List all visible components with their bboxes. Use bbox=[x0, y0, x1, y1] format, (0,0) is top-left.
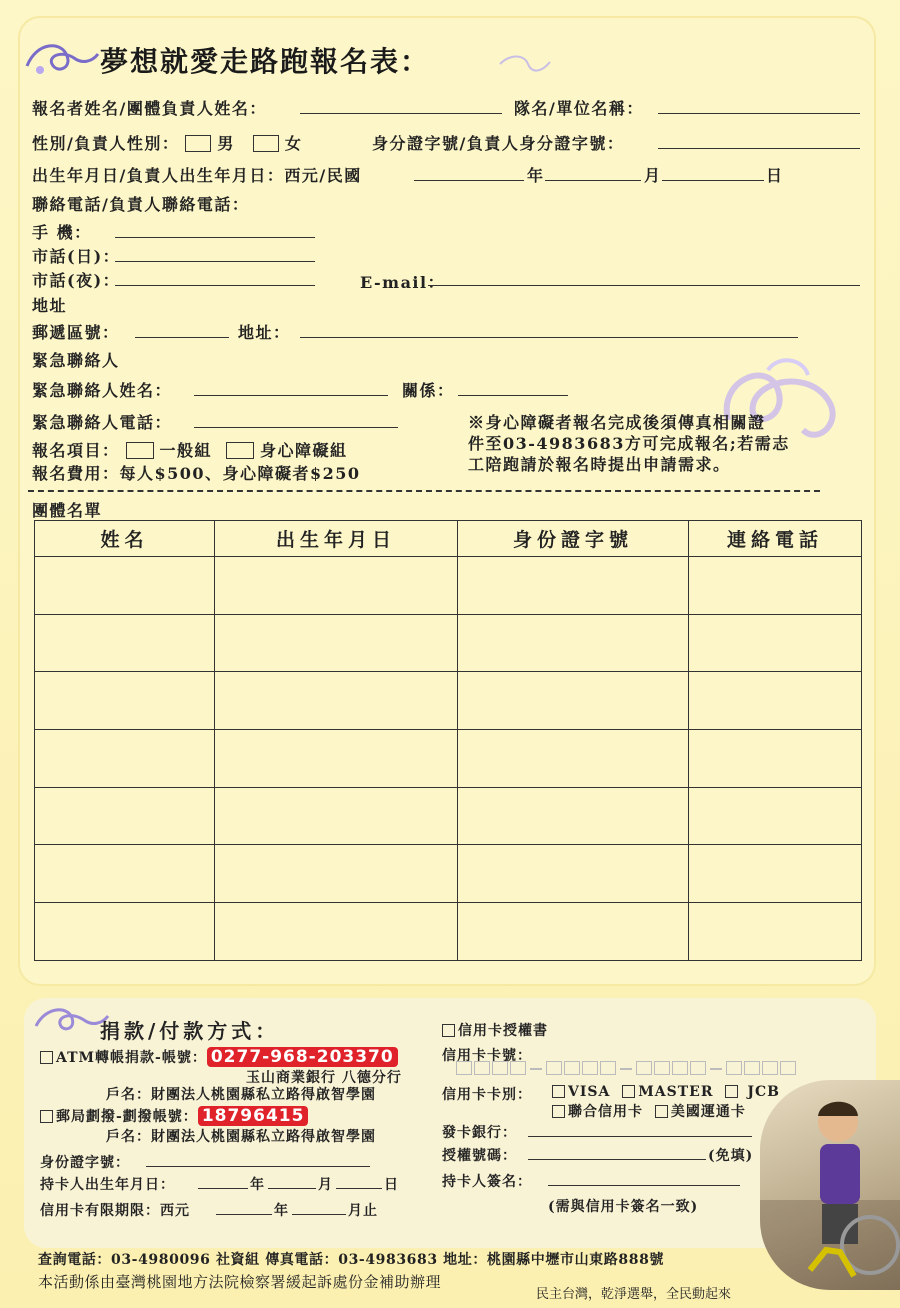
mobile-field[interactable] bbox=[115, 237, 315, 238]
card-digit-box[interactable] bbox=[492, 1061, 508, 1075]
cell-birth[interactable] bbox=[215, 557, 458, 615]
cell-id[interactable] bbox=[458, 730, 689, 788]
card-type-label: 信用卡卡別： bbox=[442, 1087, 532, 1103]
table-row bbox=[35, 730, 862, 788]
emergency-name-label: 緊急聯絡人姓名： bbox=[32, 381, 173, 400]
cell-name[interactable] bbox=[35, 845, 215, 903]
holder-birth-year: 年 bbox=[250, 1177, 265, 1193]
birth-month-field[interactable] bbox=[545, 180, 641, 181]
credit-checkbox[interactable] bbox=[442, 1024, 455, 1037]
union-label: 聯合信用卡 bbox=[568, 1104, 643, 1120]
flourish-icon bbox=[22, 36, 102, 82]
table-row bbox=[35, 557, 862, 615]
col-name: 姓名 bbox=[35, 521, 215, 557]
divider bbox=[28, 490, 820, 492]
col-phone: 連絡電話 bbox=[689, 521, 862, 557]
cell-phone[interactable] bbox=[689, 730, 862, 788]
col-birth: 出生年月日 bbox=[215, 521, 458, 557]
category-label: 報名項目： bbox=[32, 441, 120, 460]
female-checkbox[interactable] bbox=[253, 135, 279, 152]
sign-field[interactable] bbox=[548, 1185, 740, 1186]
emergency-heading: 緊急聯絡人 bbox=[32, 351, 120, 370]
general-checkbox[interactable] bbox=[126, 442, 154, 459]
id-label: 身分證字號/負責人身分證字號： bbox=[372, 134, 625, 153]
card-dash bbox=[710, 1068, 722, 1070]
card-digit-box[interactable] bbox=[654, 1061, 670, 1075]
amex-checkbox[interactable] bbox=[655, 1105, 668, 1118]
card-type-row-1 bbox=[552, 1084, 780, 1100]
birth-label: 出生年月日/負責人出生年月日：西元/民國 bbox=[32, 166, 362, 185]
card-digit-box[interactable] bbox=[582, 1061, 598, 1075]
gender-row bbox=[32, 131, 302, 154]
name-field[interactable] bbox=[300, 113, 502, 114]
flourish-right-icon bbox=[498, 52, 552, 76]
page-title: 夢想就愛走路跑報名表： bbox=[100, 45, 431, 78]
note-line-2: 件至03-4983683方可完成報名;若需志 bbox=[468, 434, 790, 453]
id-field[interactable] bbox=[658, 148, 860, 149]
table-row bbox=[35, 614, 862, 672]
card-digit-box[interactable] bbox=[546, 1061, 562, 1075]
table-row bbox=[35, 903, 862, 961]
holder-birth-month-field[interactable] bbox=[268, 1188, 316, 1189]
category-row bbox=[32, 438, 348, 461]
team-field[interactable] bbox=[658, 113, 860, 114]
card-dash bbox=[530, 1068, 542, 1070]
expiry-year: 年 bbox=[274, 1203, 289, 1219]
master-checkbox[interactable] bbox=[622, 1085, 635, 1098]
post-account: 18796415 bbox=[198, 1106, 309, 1126]
sign-note: (需與信用卡簽名一致) bbox=[548, 1199, 699, 1215]
cell-phone[interactable] bbox=[689, 557, 862, 615]
cell-birth[interactable] bbox=[215, 730, 458, 788]
emergency-phone-field[interactable] bbox=[194, 427, 398, 428]
birth-year-label: 年 bbox=[527, 166, 545, 185]
post-label: 郵局劃撥-劃撥帳號： bbox=[56, 1109, 198, 1125]
payer-id-label: 身份證字號： bbox=[40, 1155, 130, 1171]
cell-name[interactable] bbox=[35, 903, 215, 961]
cell-birth[interactable] bbox=[215, 672, 458, 730]
team-label: 隊名/單位名稱： bbox=[514, 99, 644, 118]
atm-account: 0277-968-203370 bbox=[207, 1047, 398, 1067]
issuer-field[interactable] bbox=[528, 1136, 752, 1137]
card-digit-box[interactable] bbox=[474, 1061, 490, 1075]
fee-text: 報名費用：每人$500、身心障礙者$250 bbox=[32, 464, 361, 483]
cell-id[interactable] bbox=[458, 672, 689, 730]
col-id: 身份證字號 bbox=[458, 521, 689, 557]
card-digit-box[interactable] bbox=[780, 1061, 796, 1075]
phone-heading: 聯絡電話/負責人聯絡電話： bbox=[32, 195, 250, 214]
cell-birth[interactable] bbox=[215, 845, 458, 903]
expiry-year-field[interactable] bbox=[216, 1214, 272, 1215]
cell-birth[interactable] bbox=[215, 903, 458, 961]
atm-checkbox[interactable] bbox=[40, 1051, 53, 1064]
cell-phone[interactable] bbox=[689, 903, 862, 961]
card-digit-box[interactable] bbox=[564, 1061, 580, 1075]
visa-checkbox[interactable] bbox=[552, 1085, 565, 1098]
auth-label: 授權號碼： bbox=[442, 1148, 517, 1164]
footer-subsidy: 本活動係由臺灣桃園地方法院檢察署緩起訴處份金補助辦理 bbox=[38, 1273, 442, 1291]
cell-phone[interactable] bbox=[689, 787, 862, 845]
cell-birth[interactable] bbox=[215, 787, 458, 845]
card-no-label: 信用卡卡號： bbox=[442, 1048, 532, 1064]
group-heading: 團體名單 bbox=[32, 501, 103, 520]
tel-day-label: 市話(日)： bbox=[32, 247, 121, 266]
table-row bbox=[35, 672, 862, 730]
emergency-name-field[interactable] bbox=[194, 395, 388, 396]
post-checkbox[interactable] bbox=[40, 1110, 53, 1123]
cell-phone[interactable] bbox=[689, 672, 862, 730]
cell-id[interactable] bbox=[458, 845, 689, 903]
cell-name[interactable] bbox=[35, 730, 215, 788]
jcb-label: JCB bbox=[747, 1084, 780, 1100]
email-field[interactable] bbox=[428, 285, 860, 286]
address-field[interactable] bbox=[300, 337, 798, 338]
group-table bbox=[34, 520, 862, 961]
footer-slogan: 民主台灣，乾淨選舉，全民動起來 bbox=[536, 1287, 732, 1302]
participant-photo bbox=[760, 1080, 900, 1290]
credit-heading-row bbox=[442, 1020, 548, 1040]
note-line-3: 工陪跑請於報名時提出申請需求。 bbox=[468, 455, 731, 474]
cell-id[interactable] bbox=[458, 614, 689, 672]
cell-name[interactable] bbox=[35, 557, 215, 615]
expiry-label: 信用卡有限期限：西元 bbox=[40, 1203, 190, 1219]
cell-phone[interactable] bbox=[689, 845, 862, 903]
disabled-label: 身心障礙組 bbox=[260, 441, 348, 460]
card-dash bbox=[620, 1068, 632, 1070]
table-row bbox=[35, 787, 862, 845]
card-digit-box[interactable] bbox=[600, 1061, 616, 1075]
male-checkbox[interactable] bbox=[185, 135, 211, 152]
sign-label: 持卡人簽名： bbox=[442, 1174, 532, 1190]
address-label: 地址： bbox=[238, 323, 291, 342]
cell-name[interactable] bbox=[35, 672, 215, 730]
tel-night-label: 市話(夜)： bbox=[32, 271, 121, 290]
disabled-checkbox[interactable] bbox=[226, 442, 254, 459]
footer-contact: 查詢電話：03-4980096 社資組 傳真電話：03-4983683 地址：桃園縣中壢市山東路888號 bbox=[38, 1252, 665, 1268]
note-line-1: ※身心障礙者報名完成後須傳真相關證 bbox=[468, 413, 766, 432]
table-row bbox=[35, 845, 862, 903]
gender-label: 性別/負責人性別： bbox=[32, 134, 180, 153]
card-digit-box[interactable] bbox=[726, 1061, 742, 1075]
holder-birth-day-field[interactable] bbox=[336, 1188, 382, 1189]
relation-field[interactable] bbox=[458, 395, 568, 396]
female-label: 女 bbox=[284, 134, 303, 153]
mobile-label: 手 機： bbox=[32, 223, 92, 242]
birth-year-field[interactable] bbox=[414, 180, 524, 181]
general-label: 一般組 bbox=[159, 441, 213, 460]
card-digit-box[interactable] bbox=[690, 1061, 706, 1075]
credit-heading: 信用卡授權書 bbox=[458, 1023, 548, 1039]
post-holder: 戶名：財團法人桃園縣私立路得啟智學園 bbox=[106, 1129, 376, 1145]
cell-id[interactable] bbox=[458, 557, 689, 615]
master-label: MASTER bbox=[638, 1084, 714, 1100]
card-type-row-2 bbox=[552, 1101, 746, 1121]
jcb-checkbox[interactable] bbox=[725, 1085, 738, 1098]
cell-name[interactable] bbox=[35, 614, 215, 672]
holder-birth-label: 持卡人出生年月日： bbox=[40, 1177, 175, 1193]
visa-label: VISA bbox=[568, 1084, 611, 1100]
card-digit-box[interactable] bbox=[456, 1061, 472, 1075]
zip-field[interactable] bbox=[135, 337, 229, 338]
cell-id[interactable] bbox=[458, 903, 689, 961]
card-digit-box[interactable] bbox=[510, 1061, 526, 1075]
cell-birth[interactable] bbox=[215, 614, 458, 672]
zip-label: 郵遞區號： bbox=[32, 323, 120, 342]
expiry-until: 月止 bbox=[348, 1203, 378, 1219]
address-heading: 地址 bbox=[32, 296, 68, 315]
name-label: 報名者姓名/團體負責人姓名： bbox=[32, 99, 267, 118]
birth-day-field[interactable] bbox=[662, 180, 764, 181]
relation-label: 關係： bbox=[402, 381, 455, 400]
card-digit-box[interactable] bbox=[762, 1061, 778, 1075]
expiry-month-field[interactable] bbox=[292, 1214, 346, 1215]
union-checkbox[interactable] bbox=[552, 1105, 565, 1118]
card-digit-box[interactable] bbox=[744, 1061, 760, 1075]
atm-label: ATM轉帳捐款-帳號： bbox=[56, 1050, 207, 1066]
auth-note: (免填) bbox=[708, 1148, 754, 1164]
issuer-label: 發卡銀行： bbox=[442, 1125, 517, 1141]
holder-birth-day: 日 bbox=[384, 1177, 399, 1193]
card-digit-box[interactable] bbox=[636, 1061, 652, 1075]
post-row bbox=[40, 1106, 308, 1126]
cell-phone[interactable] bbox=[689, 614, 862, 672]
birth-month-label: 月 bbox=[644, 166, 662, 185]
holder-birth-year-field[interactable] bbox=[198, 1188, 248, 1189]
cell-id[interactable] bbox=[458, 787, 689, 845]
auth-field[interactable] bbox=[528, 1159, 706, 1160]
tel-night-field[interactable] bbox=[115, 285, 315, 286]
bank-name: 玉山商業銀行 八德分行 bbox=[246, 1070, 402, 1086]
cell-name[interactable] bbox=[35, 787, 215, 845]
amex-label: 美國運通卡 bbox=[670, 1104, 746, 1120]
male-label: 男 bbox=[217, 134, 235, 153]
group-table-header bbox=[35, 521, 862, 557]
email-label: E-mail： bbox=[360, 273, 446, 292]
atm-holder: 戶名：財團法人桃園縣私立路得啟智學園 bbox=[106, 1087, 376, 1103]
card-number-boxes[interactable] bbox=[456, 1061, 816, 1077]
tel-day-field[interactable] bbox=[115, 261, 315, 262]
payer-id-field[interactable] bbox=[146, 1166, 370, 1167]
payment-heading: 捐款/付款方式： bbox=[100, 1019, 280, 1043]
holder-birth-month: 月 bbox=[318, 1177, 333, 1193]
birth-day-label: 日 bbox=[766, 166, 784, 185]
card-digit-box[interactable] bbox=[672, 1061, 688, 1075]
emergency-phone-label: 緊急聯絡人電話： bbox=[32, 413, 173, 432]
atm-row bbox=[40, 1047, 398, 1067]
